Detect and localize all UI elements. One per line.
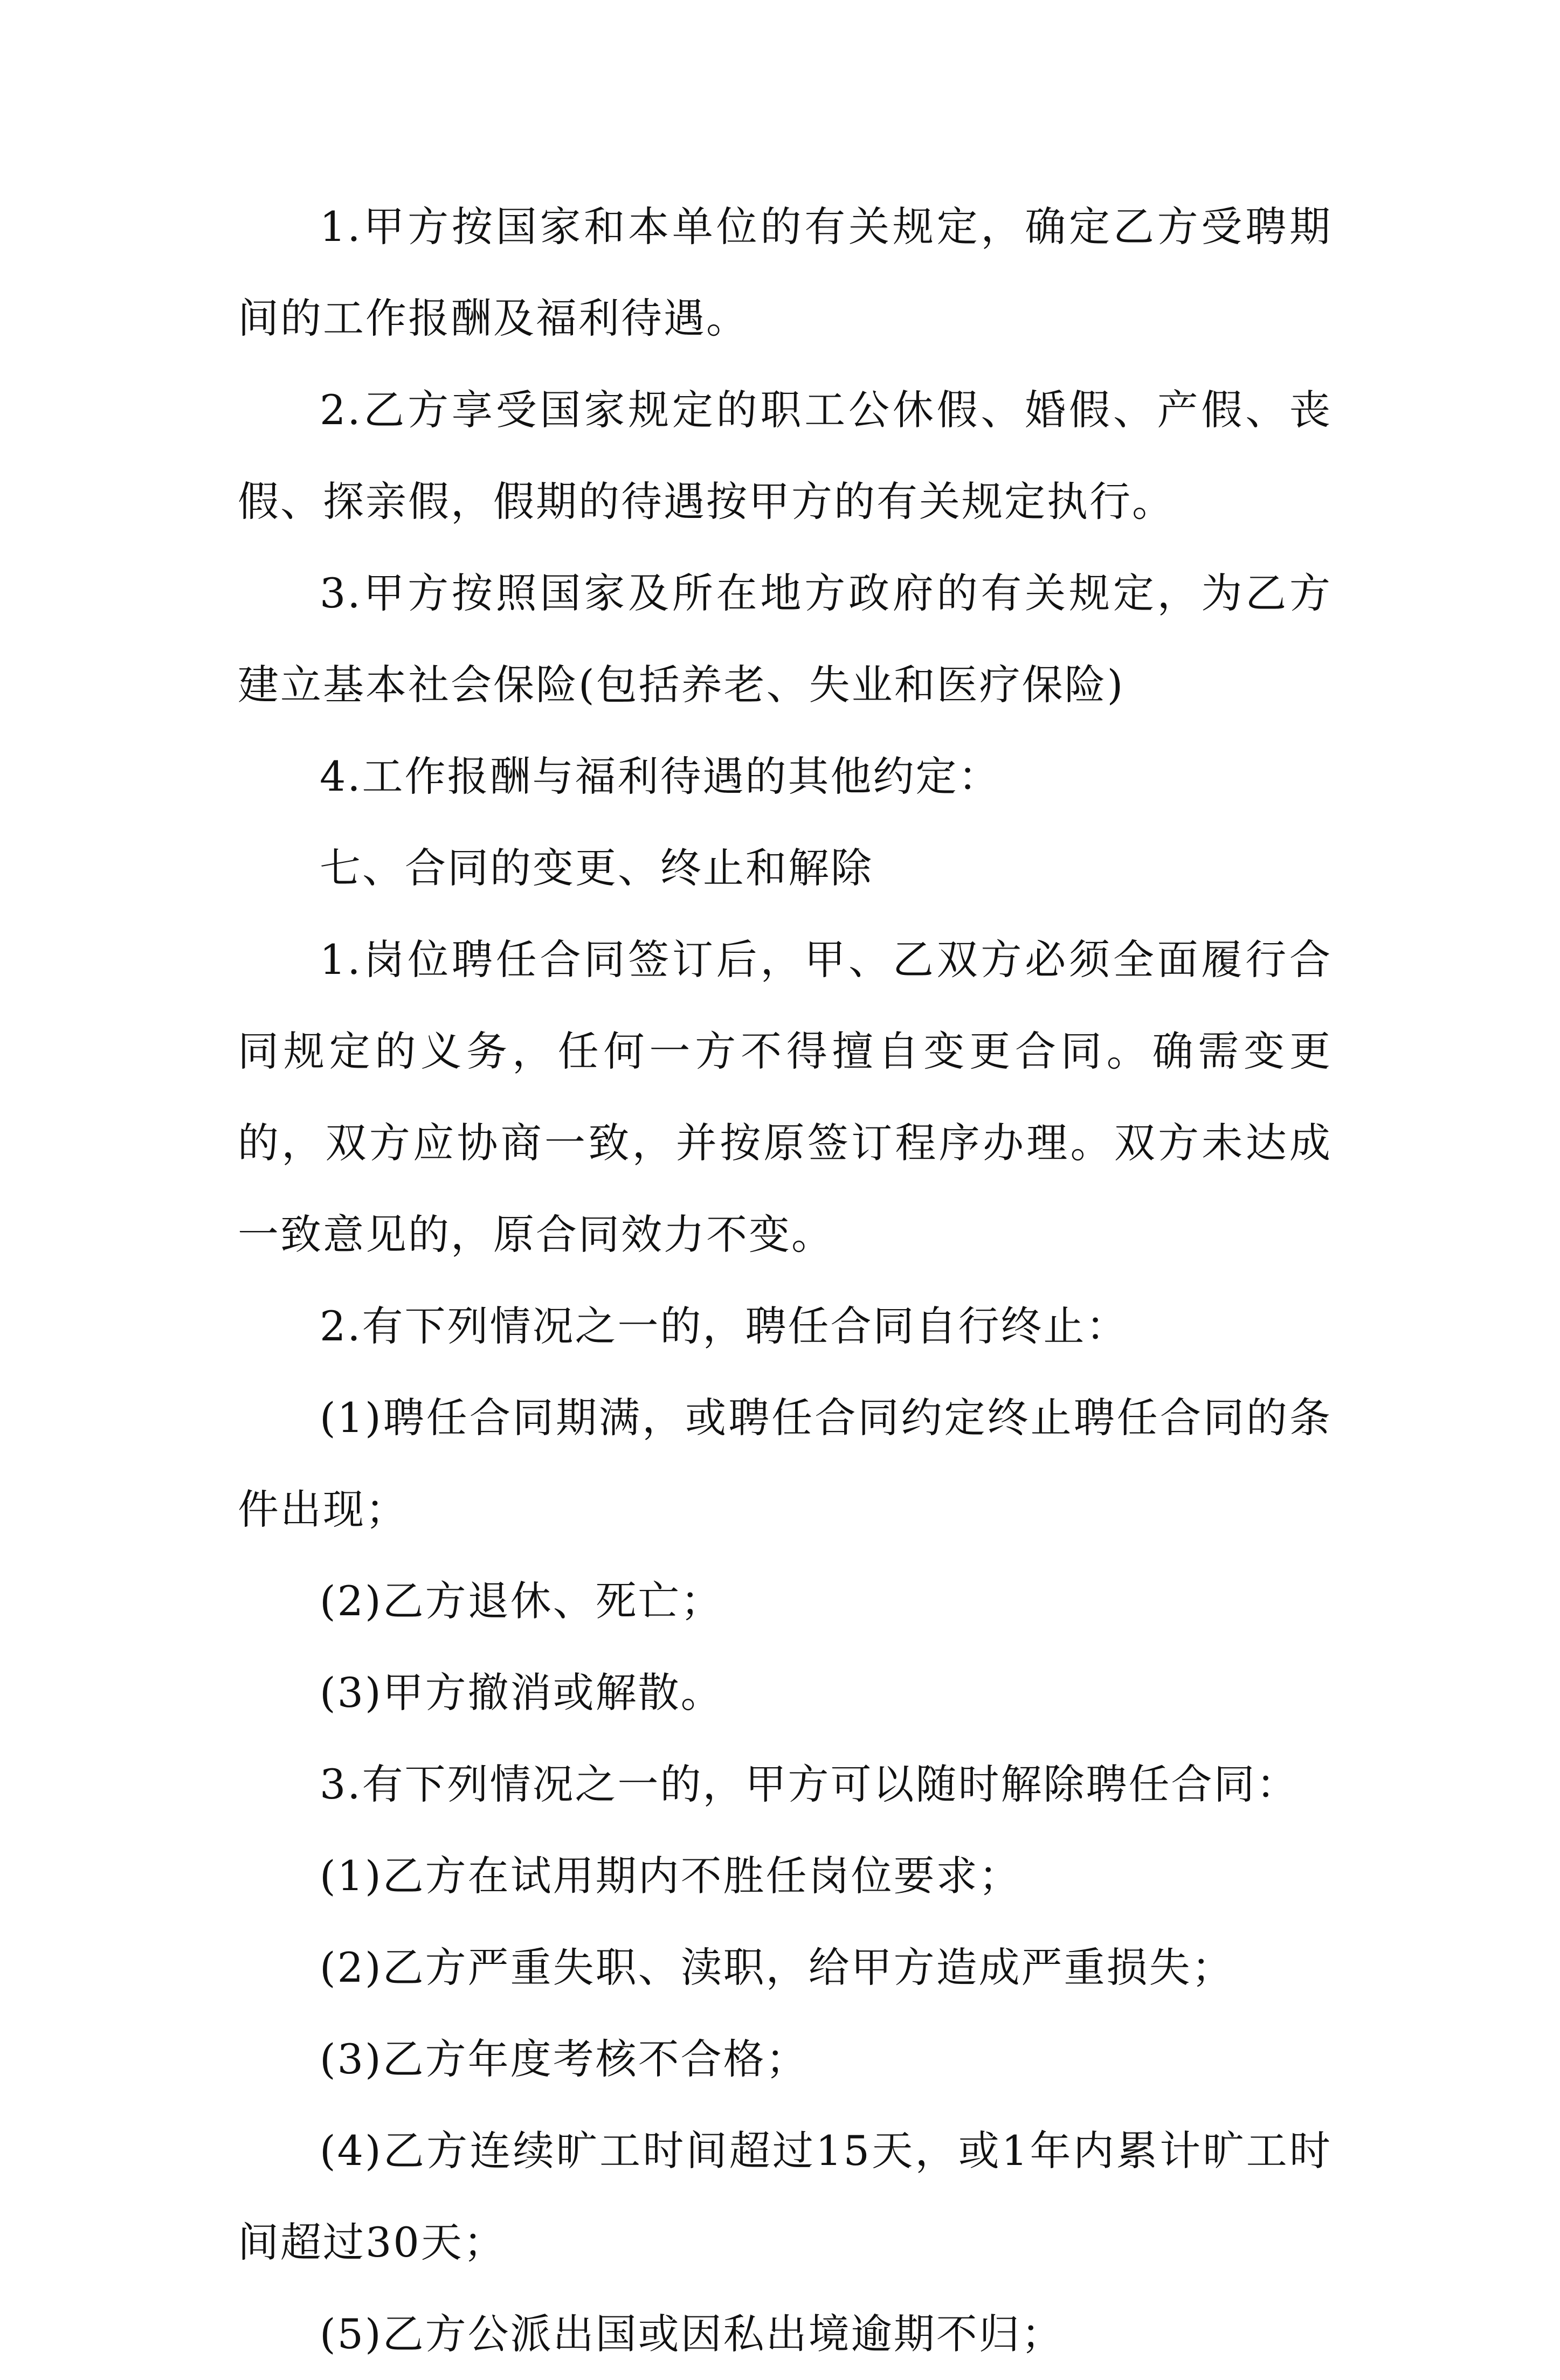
paragraph-termination-conditions: 2.有下列情况之一的，聘任合同自行终止： — [320, 1302, 1129, 1350]
list-item-termination-1: (1)聘任合同期满，或聘任合同约定终止聘任合同的条件出现； — [238, 1394, 1332, 1533]
paragraph-salary-rule: 1.甲方按国家和本单位的有关规定，确定乙方受聘期间的工作报酬及福利待遇。 — [238, 203, 1332, 342]
list-item-termination-3: (3)甲方撤消或解散。 — [320, 1669, 723, 1717]
list-item-dismissal-2: (2)乙方严重失职、渎职，给甲方造成严重损失； — [320, 1943, 1234, 1991]
paragraph-insurance-rule: 3.甲方按照国家及所在地方政府的有关规定，为乙方建立基本社会保险(包括养老、失业和医疗保险) — [238, 569, 1332, 709]
list-item-dismissal-4: (4)乙方连续旷工时间超过15天，或1年内累计旷工时间超过30天； — [238, 2127, 1332, 2266]
list-item-dismissal-1: (1)乙方在试用期内不胜任岗位要求； — [320, 1852, 1021, 1900]
list-item-dismissal-3: (3)乙方年度考核不合格； — [320, 2035, 809, 2083]
paragraph-dismissal-conditions: 3.有下列情况之一的，甲方可以随时解除聘任合同： — [320, 1760, 1299, 1808]
paragraph-leave-rule: 2.乙方享受国家规定的职工公休假、婚假、产假、丧假、探亲假，假期的待遇按甲方的有关规定执行。 — [238, 386, 1332, 525]
list-item-termination-2: (2)乙方退休、死亡； — [320, 1577, 723, 1625]
list-item-dismissal-5: (5)乙方公派出国或因私出境逾期不归； — [320, 2310, 1064, 2358]
section-heading-contract-changes: 七、合同的变更、终止和解除 — [320, 844, 873, 892]
document-body — [238, 181, 1332, 2380]
paragraph-contract-performance: 1.岗位聘任合同签订后，甲、乙双方必须全面履行合同规定的义务，任何一方不得擅自变更合同。确需变更的，双方应协商一致，并按原签订程序办理。双方未达成一致意见的，原合同效力不变。 — [238, 936, 1332, 1258]
paragraph-other-agreements: 4.工作报酬与福利待遇的其他约定： — [320, 752, 1001, 800]
